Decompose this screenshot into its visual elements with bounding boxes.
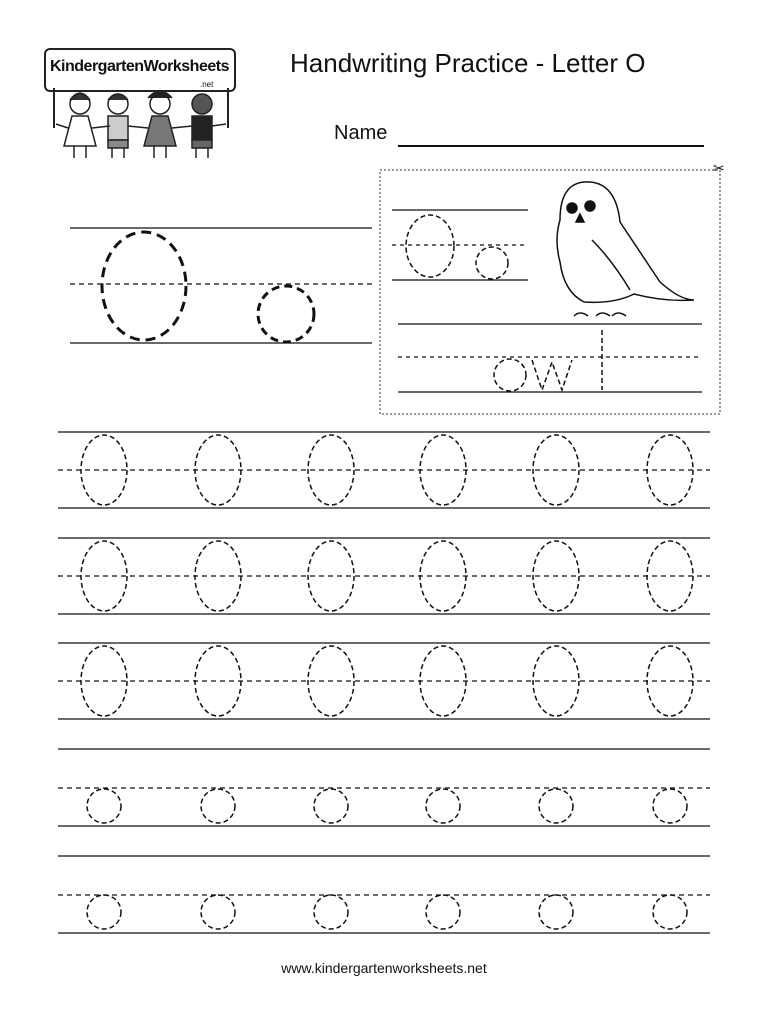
trace-lowercase-o xyxy=(314,895,348,929)
trace-lowercase-o xyxy=(653,895,687,929)
trace-lowercase-o xyxy=(87,895,121,929)
trace-lowercase-o xyxy=(201,789,235,823)
trace-uppercase-o xyxy=(420,435,466,505)
trace-uppercase-o xyxy=(195,541,241,611)
trace-lowercase-o xyxy=(201,895,235,929)
trace-lowercase-o xyxy=(653,789,687,823)
logo-text: KindergartenWorksheets xyxy=(50,58,229,75)
example-lowercase-o xyxy=(258,286,314,342)
trace-uppercase-o xyxy=(420,646,466,716)
owl-picture xyxy=(557,182,694,316)
trace-uppercase-o xyxy=(195,435,241,505)
trace-lowercase-o xyxy=(426,895,460,929)
page-title: Handwriting Practice - Letter O xyxy=(290,48,646,78)
example-uppercase-o xyxy=(102,232,186,340)
scissors-icon: ✂ xyxy=(713,160,725,176)
trace-uppercase-o xyxy=(195,646,241,716)
trace-uppercase-o xyxy=(420,541,466,611)
trace-lowercase-o xyxy=(87,789,121,823)
name-label: Name xyxy=(334,122,388,144)
trace-lowercase-o xyxy=(314,789,348,823)
trace-lowercase-o xyxy=(539,895,573,929)
trace-lowercase-o xyxy=(426,789,460,823)
card-lowercase-o xyxy=(476,247,508,279)
card-uppercase-o xyxy=(406,215,454,277)
logo-suffix: .net xyxy=(200,80,214,89)
traced-word-owl xyxy=(494,330,602,391)
trace-lowercase-o xyxy=(539,789,573,823)
footer-url[interactable]: www.kindergartenworksheets.net xyxy=(281,960,487,976)
